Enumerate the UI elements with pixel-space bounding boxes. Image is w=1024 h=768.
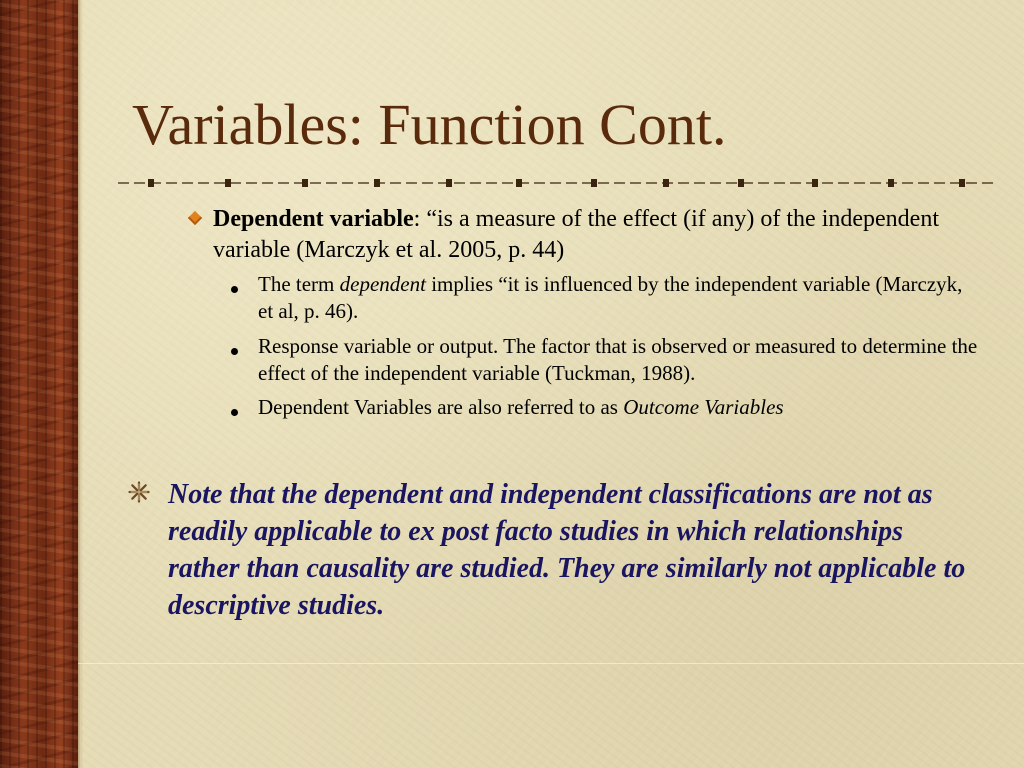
sub-bullet-1 — [258, 271, 978, 325]
diamond-bullet-icon — [188, 211, 202, 225]
sub-bullet-1-post: implies “it is influenced by the independent variable (Marczyk, et al, p. 46). — [258, 272, 963, 323]
main-bullet-term: Dependent variable — [213, 206, 414, 232]
dot-bullet-icon — [231, 409, 238, 416]
note-paragraph: Note that the dependent and independent classifications are not as readily applicable to ex post facto studies in which relationships rather than causality are studied. They are similarly not applicable to descriptive studies. — [168, 479, 966, 621]
slide-title: Variables: Function Cont. — [132, 92, 727, 157]
main-bullet-text: : “is a measure of the effect (if any) of the independent variable (Marczyk et al. 2005, p. 44) — [213, 206, 939, 263]
sub-bullet-3-emphasis: Outcome Variables — [623, 395, 784, 419]
sub-bullet-3 — [258, 394, 978, 421]
main-bullet — [213, 204, 973, 266]
sub-bullet-1-emphasis: dependent — [339, 272, 426, 296]
sub-bullet-2 — [258, 333, 978, 387]
title-divider — [118, 176, 994, 190]
dot-bullet-icon — [231, 286, 238, 293]
sub-bullet-3-pre: Dependent Variables are also referred to as — [258, 395, 624, 419]
dot-bullet-icon — [231, 348, 238, 355]
sub-bullet-1-pre: The term — [258, 272, 340, 296]
asterisk-star-icon — [128, 481, 150, 503]
bottom-divider — [78, 663, 1024, 664]
sub-bullet-2-text: Response variable or output. The factor that is observed or measured to determine the effect of the independent variable (Tuckman, 1988). — [258, 334, 978, 385]
